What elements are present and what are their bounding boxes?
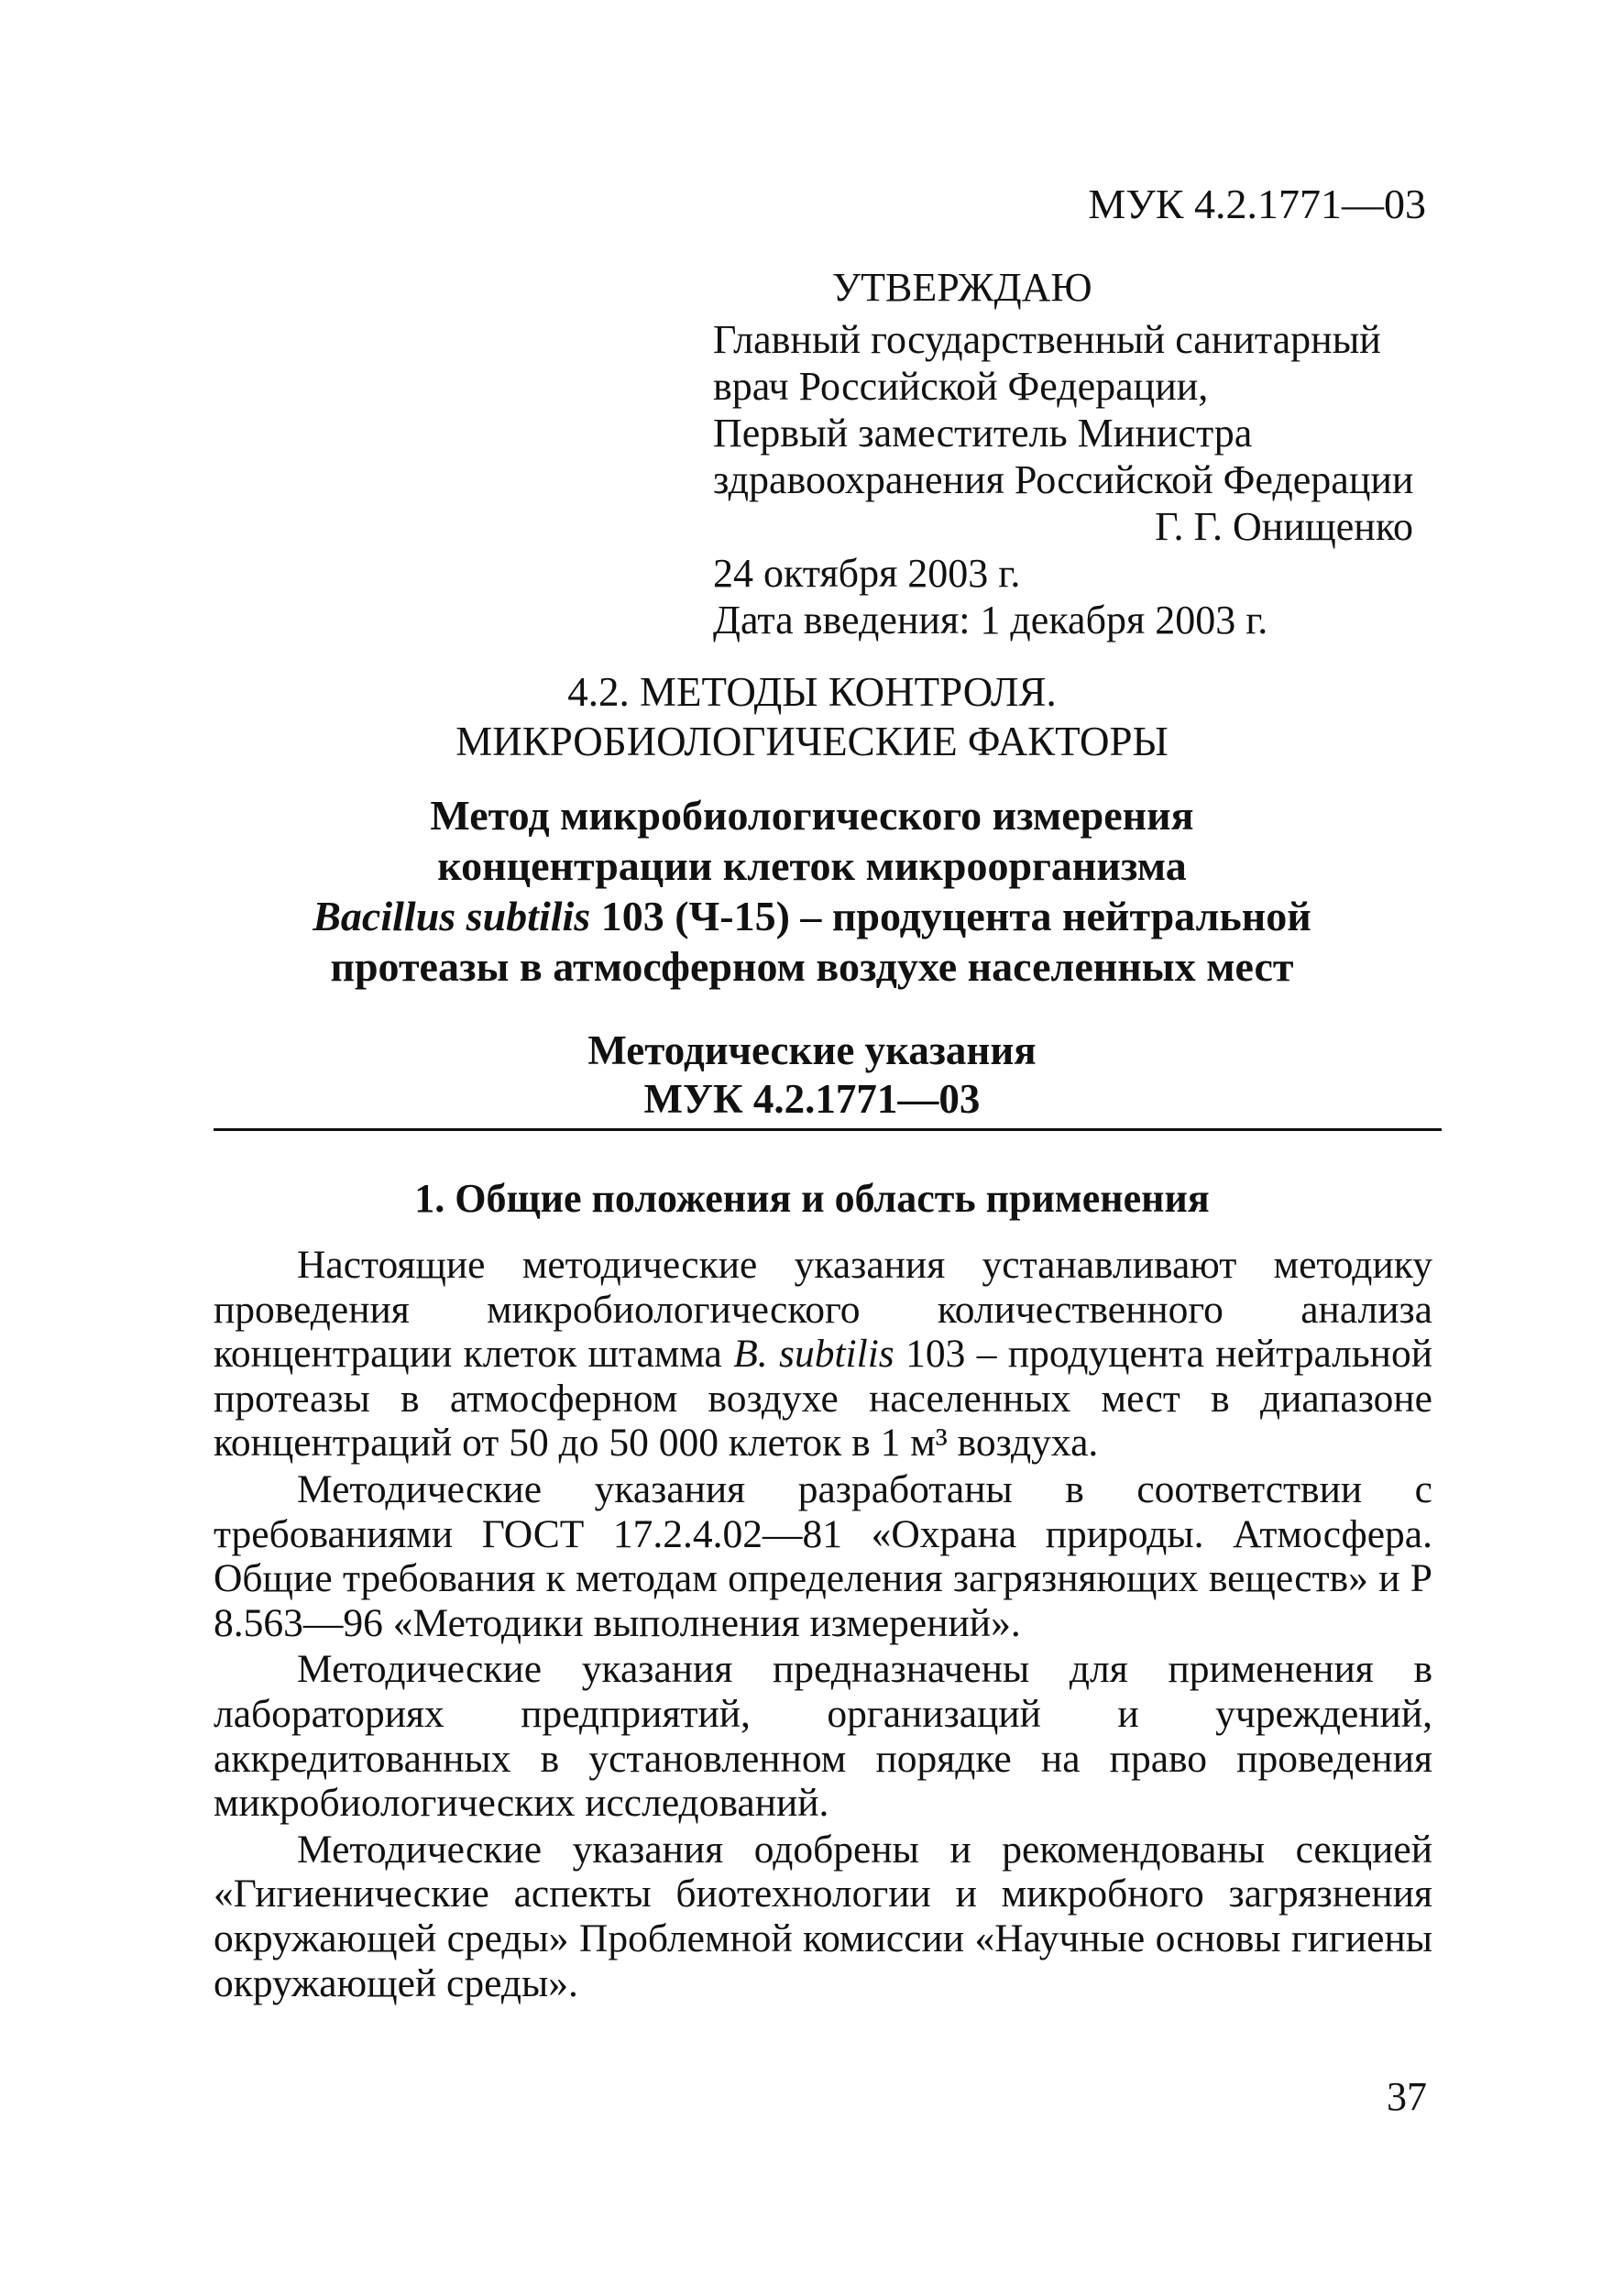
title-line: Метод микробиологического измерения [430,792,1194,839]
page-number: 37 [1387,2074,1427,2119]
title-line-rest: 103 (Ч-15) – продуцента нейтральной [590,893,1311,939]
document-title [0,790,1624,992]
paragraph [214,1243,1432,1466]
horizontal-rule [214,1128,1442,1131]
section-1-heading: 1. Общие положения и область применения [414,1176,1210,1221]
section-label-line: МИКРОБИОЛОГИЧЕСКИЕ ФАКТОРЫ [455,719,1169,764]
document-subtitle [0,1027,1624,1124]
paragraph-text: Настоящие методические указания устанавливают методику проведения микробиологического количественного анализа концентрации клеток штамма [214,1243,1432,1377]
paragraph: Методические указания одобрены и рекомендованы секцией «Гигиенические аспекты биотехнологии и микробного загрязнения окружающей среды» Проблемной комиссии «Научные основы гигиены окружающей среды». [214,1827,1432,2005]
paragraph: Методические указания разработаны в соответствии с требованиями ГОСТ 17.2.4.02—81 «Охрана природы. Атмосфера. Общие требования к методам определения загрязняющих веществ» и Р 8.563—96 «Методики выполнения измерений». [214,1466,1432,1645]
organism-name: B. subtilis [733,1332,894,1377]
section-1-body [214,1243,1432,2007]
title-organism-name: Bacillus subtilis [313,893,591,939]
approval-date: 24 октября 2003 г. [713,551,1021,596]
approval-line: Главный государственный санитарный [713,317,1381,362]
approval-line: здравоохранения Российской Федерации [713,457,1414,502]
effective-date: Дата введения: 1 декабря 2003 г. [713,598,1268,642]
section-label-line: 4.2. МЕТОДЫ КОНТРОЛЯ. [567,669,1057,715]
approval-signer: Г. Г. Онищенко [1155,504,1413,549]
title-line: протеазы в атмосферном воздухе населенных мест [330,943,1294,990]
approval-block [713,264,1419,643]
title-line [0,891,1624,941]
title-line: концентрации клеток микроорганизма [437,842,1187,889]
approval-heading: УТВЕРЖДАЮ [832,265,1092,310]
approval-line: Первый заместитель Министра [713,411,1253,456]
paragraph-text: 103 – продуцента нейтральной протеазы в атмосферном воздухе населенных мест в диапазоне концентраций от 50 до 50 000 клеток в 1 м³ воздуха. [214,1332,1432,1466]
paragraph: Методические указания предназначены для применения в лабораториях предприятий, организаций и учреждений, аккредитованных в установленном порядке на право проведения микробиологических исследований. [214,1647,1432,1826]
subtitle-line: Методические указания [587,1027,1037,1073]
approval-line: врач Российской Федерации, [713,364,1209,409]
section-label [0,667,1624,766]
subtitle-code: МУК 4.2.1771—03 [643,1076,981,1122]
document-code-header: МУК 4.2.1771—03 [1088,181,1426,227]
